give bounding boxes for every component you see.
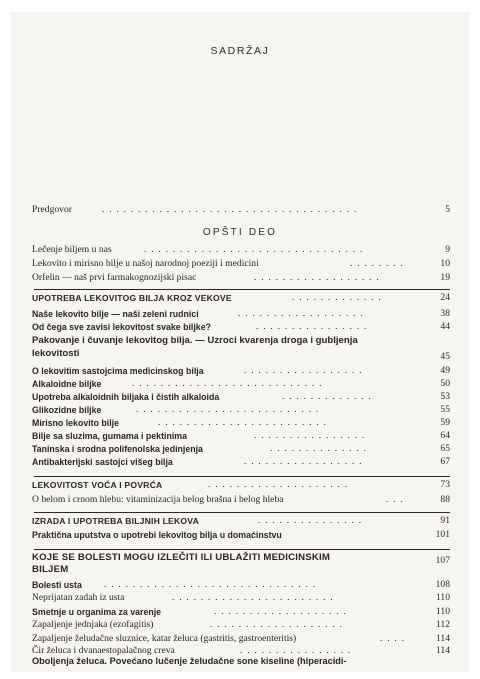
dot-leader: . . . . . . . . . . . . . [292,292,381,303]
toc-entry [32,528,450,542]
toc-entry [32,364,450,378]
toc-page-number: 91 [440,515,450,526]
dot-leader: . . . . . . . . . . . . . . . . . [244,456,362,467]
dot-leader: . . . . . . . . . . . . . . . . . . . . [208,479,348,490]
toc-entry [32,416,450,430]
toc-entry-title-line: KOJE SE BOLESTI MOGU IZLEČITI ILI UBLAŽITI MEDICINSKIM [32,552,331,563]
toc-entry-title: O lekovitim sastojcima medicinskog bilja [32,366,204,376]
toc-page-number: 112 [435,619,450,630]
toc-page-number: 108 [435,579,450,590]
toc-entry [32,455,450,469]
dot-leader: . . . . . . . . . . . . . . . . . . . . . . . . . . . . . . [104,579,316,590]
toc-page-number: 59 [440,417,450,428]
toc-entry-title: Predgovor [32,204,72,215]
toc-entry-title-line: Pakovanje i čuvanje lekovitog bilja. — Uzroci kvarenja droga i gubljenja [32,335,358,346]
toc-entry [32,514,450,528]
toc-entry [32,605,450,619]
toc-entry-title: Orfelin — naš prvi farmakognozijski pisac [32,272,197,283]
toc-page-number: 10 [440,258,450,269]
toc-entry-title: Glikozidne biljke [32,405,102,415]
toc-page-number: 50 [440,378,450,389]
toc-entry-multiline [32,552,422,576]
toc-entry [32,390,450,404]
dot-leader: . . . [386,494,403,505]
toc-entry [32,271,450,285]
toc-entry-title: Od čega sve zavisi lekovitost svake biljke? [32,322,211,332]
dot-leader: . . . . . . . . . . . . . . . . . . . . . . . . [158,417,326,428]
toc-page-number: 114 [435,633,450,644]
dot-leader: . . . . . . . . . . . . . . . . . . . . . . . [172,592,333,603]
toc-entry [32,493,450,507]
toc-entry-title: Naše lekovito bilje — naši zeleni rudnici [32,309,199,319]
toc-entry-title: Alkaloidne biljke [32,379,102,389]
toc-entry-multiline [32,334,422,360]
section-divider [34,549,450,550]
toc-entry-title: Taninska i srodna polifenolska jedinjenja [32,444,203,454]
toc-page-number: 101 [435,529,450,540]
toc-page-number: 107 [435,555,450,566]
dot-leader: . . . . . . . . . . . . . . [270,443,366,454]
toc-entry-title: Mirisno lekovito bilje [32,418,120,428]
toc-page-number: 49 [440,365,450,376]
toc-entry-title-line: Oboljenja želuca. Povećano lučenje želudačne sone kiseline (hiperacidi- [32,656,347,666]
toc-entry-multiline [32,656,422,667]
toc-page-number: 67 [440,456,450,467]
toc-page-number: 65 [440,443,450,454]
toc-entry [32,257,450,271]
toc-entry-title: Lekovito i mirisno bilje u našoj narodnoj poeziji i medicini [32,258,259,269]
toc-entry-title: Zapaljenje jednjaka (ezofagitis) [32,619,154,630]
dot-leader: . . . . . . . . . . . . . . . . . . . . . . . . . . . . . . . . . . . . [102,204,357,215]
dot-leader: . . . . . . . . . . . . . . . . . . . [214,606,346,617]
toc-entry [32,618,450,632]
section-divider [34,289,450,290]
dot-leader: . . . . [380,633,404,644]
toc-page-number: 73 [440,479,450,490]
toc-entry-title: Antibakterijski sastojci višeg bilja [32,457,173,467]
toc-page-number: 55 [440,404,450,415]
toc-entry [32,320,450,334]
dot-leader: . . . . . . . . . . . . . . . . . . [254,272,379,283]
toc-entry-title: Čir želuca i dvanaestopalačnog creva [32,645,175,656]
toc-page-number: 114 [435,645,450,656]
section-heading: OPŠTI DEO [202,227,278,238]
toc-entry-title: Upotreba alkaloidnih biljaka i čistih alkaloida [32,392,220,402]
toc-entry [32,203,450,217]
toc-entry-title: Praktična uputstva o upotrebi lekovitog bilja u domaćinstvu [32,530,282,540]
toc-entry-title-line: BILJEM [32,564,69,575]
dot-leader: . . . . . . . . . . . . . . . . . . . . . . . . . . . . . . . [144,244,363,255]
toc-entry-title: O belom i crnom hlebu: vitaminizacija belog brašna i belog hleba [32,494,284,505]
dot-leader: . . . . . . . . . . . . . . . . . . . . . . . . . . . [132,378,322,389]
toc-page-number: 110 [435,592,450,603]
toc-entry [32,578,450,592]
dot-leader: . . . . . . . . . . . . . . . . [254,430,365,441]
toc-page-number: 5 [445,204,450,215]
toc-page-number: 53 [440,391,450,402]
dot-leader: . . . . . . . . [350,258,403,269]
toc-entry [32,377,450,391]
dot-leader: . . . . . . . . . . . . . . . . . . . [210,619,342,630]
toc-entry-title: IZRADA I UPOTREBA BILJNIH LEKOVA [32,516,199,526]
dot-leader: . . . . . . . . . . . . . . . [258,515,362,526]
toc-entry [32,591,450,605]
dot-leader: . . . . . . . . . . . . . . . . . [244,365,362,376]
book-page [10,12,470,672]
dot-leader: . . . . . . . . . . . . . . . . . . [238,308,363,319]
toc-entry [32,429,450,443]
section-divider [34,512,450,513]
toc-page-number: 64 [440,430,450,441]
dot-leader: . . . . . . . . . . . . . . . . . . . . . . . . . . [136,404,319,415]
toc-entry [32,243,450,257]
toc-page-number: 88 [440,494,450,505]
toc-page-number: 24 [440,292,450,303]
toc-entry [32,442,450,456]
toc-entry-title: Lečenje biljem u nas [32,244,112,255]
dot-leader: . . . . . . . . . . . . . [282,391,371,402]
toc-page-number: 19 [440,272,450,283]
toc-entry [32,307,450,321]
toc-entry-title: Neprijatan zadah iz usta [32,592,125,603]
section-divider [34,476,450,477]
toc-entry [32,478,450,492]
dot-leader: . . . . . . . . . . . . . . . . [256,321,367,332]
toc-entry [32,291,450,305]
toc-page-number: 38 [440,308,450,319]
toc-entry-title: Smetnje u organima za varenje [32,607,162,617]
dot-leader: . . . . . . . . . . . . . . . . [240,645,351,656]
toc-entry [32,403,450,417]
toc-entry-title: Bolesti usta [32,580,82,590]
toc-page-number: 110 [435,606,450,617]
toc-page-number: 9 [445,244,450,255]
toc-page-number: 45 [440,351,450,362]
toc-entry-title: Zapaljenje želudačne sluznice, katar želuca (gastritis, gastroenteritis) [32,633,297,644]
toc-entry-title: UPOTREBA LEKOVITOG BILJA KROZ VEKOVE [32,293,232,303]
toc-entry-title: LEKOVITOST VOĆA I POVRĆA [32,480,163,490]
page-title: SADRŽAJ [210,45,270,57]
toc-entry-title-line: lekovitosti [32,348,80,359]
toc-page-number: 44 [440,321,450,332]
toc-entry-title: Bilje sa sluzima, gumama i pektinima [32,431,187,441]
